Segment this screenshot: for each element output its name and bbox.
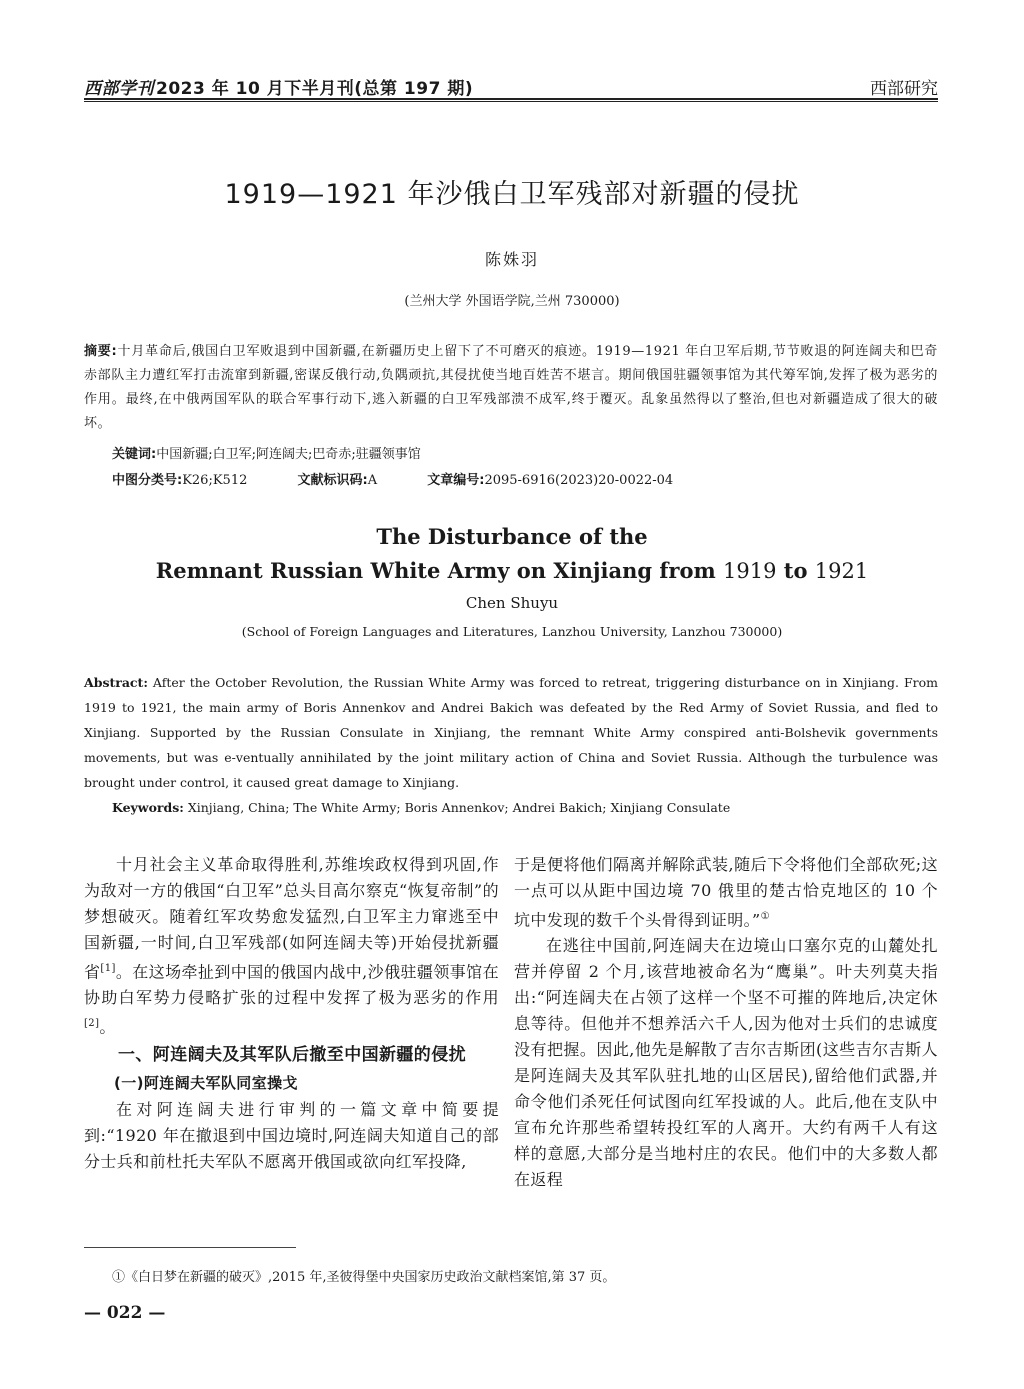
article-title: 1919—1921 年沙俄白卫军残部对新疆的侵扰 [224,179,800,210]
body-left-column [84,852,499,1175]
abstract-en [84,670,938,795]
abstract-zh-label: 摘要: [84,344,118,359]
keywords-en-label: Keywords: [112,800,184,815]
abstract-en-label: Abstract: [84,675,148,690]
doc-code-value: A [367,473,378,488]
english-author: Chen Shuyu [465,594,559,612]
abstract-en-text: After the October Revolution, the Russian White Army was forced to retreat, triggering disturbance on in Xinjiang. From 1919 to 1921, the main army of Boris Annenkov and Andrei Bakich was defeated by the Red Army of Soviet Russia, and fled to Xinjiang. Supported by the Russian Consulate in Xinjiang, the remnant White Army conspired anti-Bolshevik governments movements, but was e-ventually annihilated by the joint military action of China and Soviet Russia. Although the turbulence was brought under control, it caused great damage to Xinjiang. [84,675,938,790]
body-paragraph: 在逃往中国前,阿连阔夫在边境山口塞尔克的山麓处扎营并停留 2 个月,该营地被命名为“鹰巢”。叶夫列莫夫指出:“阿连阔夫在占领了这样一个坚不可摧的阵地后,决定休息等待。但他并不想养活六千人,因为他对士兵们的忠诚度没有把握。因此,他先是解散了吉尔吉斯团(这些吉尔吉斯人是阿连阔夫及其军队驻扎地的山区居民),留给他们武器,并命令他们杀死任何试图向红军投诚的人。此后,他在支队中宣布允许那些希望转投红军的人离开。大约有两千人有这样的意愿,大部分是当地村庄的农民。他们中的大多数人都在返程 [514,936,938,1190]
issue-info: 2023 年 10 月下半月刊(总第 197 期) [156,79,474,99]
author-name: 陈姝羽 [484,250,539,269]
footnote-marker: ① [760,911,770,922]
english-affiliation: (School of Foreign Languages and Literatures, Lanzhou University, Lanzhou 730000) [241,624,783,639]
citation-ref: [2] [84,1018,100,1030]
keywords-zh-text: 中国新疆;白卫军;阿连阔夫;巴奇赤;驻疆领事馆 [156,447,421,462]
citation-ref: [1] [100,963,116,974]
article-no-value: 2095-6916(2023)20-0022-04 [484,473,674,488]
header-divider-thin [84,101,938,102]
keywords-en-text: Xinjiang, China; The White Army; Boris Annenkov; Andrei Bakich; Xinjiang Consulate [183,800,731,815]
body-paragraph: 十月社会主义革命取得胜利,苏维埃政权得到巩固,作为敌对一方的俄国“白卫军”总头目高尔察克“恢复帝制”的梦想破灭。随着红军攻势愈发猛烈,白卫军主力窜逃至中国新疆,一时间,白卫军残部(如阿连阔夫等)开始侵扰新疆省[1]。在这场牵扯到中国的俄国内战中,沙俄驻疆领事馆在协助白军势力侵略扩张的过程中发挥了极为恶劣的作用[2]。 [84,855,499,1037]
abstract-zh-text: 十月革命后,俄国白卫军败退到中国新疆,在新疆历史上留下了不可磨灭的痕迹。1919—1921 年白卫军后期,节节败退的阿连阔夫和巴奇赤部队主力遭红军打击流窜到新疆,密谋反俄行动,负隅顽抗,其侵扰使当地百姓苦不堪言。期间俄国驻疆领事馆为其代筹军饷,发挥了极为恶劣的作用。最终,在中俄两国军队的联合军事行动下,逃入新疆的白卫军残部溃不成军,终于覆灭。乱象虽然得以了整治,但也对新疆造成了很大的破坏。 [84,344,938,431]
footnote: ①《白日梦在新疆的破灭》,2015 年,圣彼得堡中央国家历史政治文献档案馆,第 37 页。 [112,1270,616,1285]
article-no-label: 文章编号: [427,473,485,488]
header-divider [84,98,938,100]
doc-code-label: 文献标识码: [297,473,368,488]
keywords-zh [112,443,421,462]
clc-value: K26;K512 [182,473,248,488]
classification-row [112,469,932,488]
section-heading: 一、阿连阔夫及其军队后撤至中国新疆的侵扰 [118,1044,466,1065]
keywords-zh-label: 关键词: [112,447,157,462]
journal-header [84,74,473,99]
english-title-main: Remnant Russian White Army on Xinjiang from [155,558,723,583]
subsection-heading: (一)阿连阔夫军队同室操戈 [114,1073,298,1092]
abstract-zh [84,340,938,436]
section-name: 西部研究 [870,79,938,99]
body-paragraph: 于是便将他们隔离并解除武装,随后下令将他们全部砍死;这一点可以从距中国边境 70 俄里的楚古恰克地区的 10 个坑中发现的数千个头骨得到证明。”① [514,855,938,930]
english-title-year1: 1919 [722,559,777,583]
body-paragraph: 在对阿连阔夫进行审判的一篇文章中简要提到:“1920 年在撤退到中国边境时,阿连阔夫知道自己的部分士兵和前杜托夫军队不愿离开俄国或欲向红军投降, [84,1099,499,1171]
clc-label: 中图分类号: [112,473,183,488]
journal-logo: 西部学刊 [84,79,154,99]
footnote-divider [84,1247,296,1248]
keywords-en [112,800,730,815]
english-title-line2 [0,558,1024,583]
english-title-year2: 1921 [814,559,869,583]
body-right-column [514,852,938,1193]
author-affiliation: (兰州大学 外国语学院,兰州 730000) [404,294,620,309]
page-number: — 022 — [84,1303,166,1323]
english-title-to: to [776,558,815,583]
english-title-line1: The Disturbance of the [376,524,648,549]
